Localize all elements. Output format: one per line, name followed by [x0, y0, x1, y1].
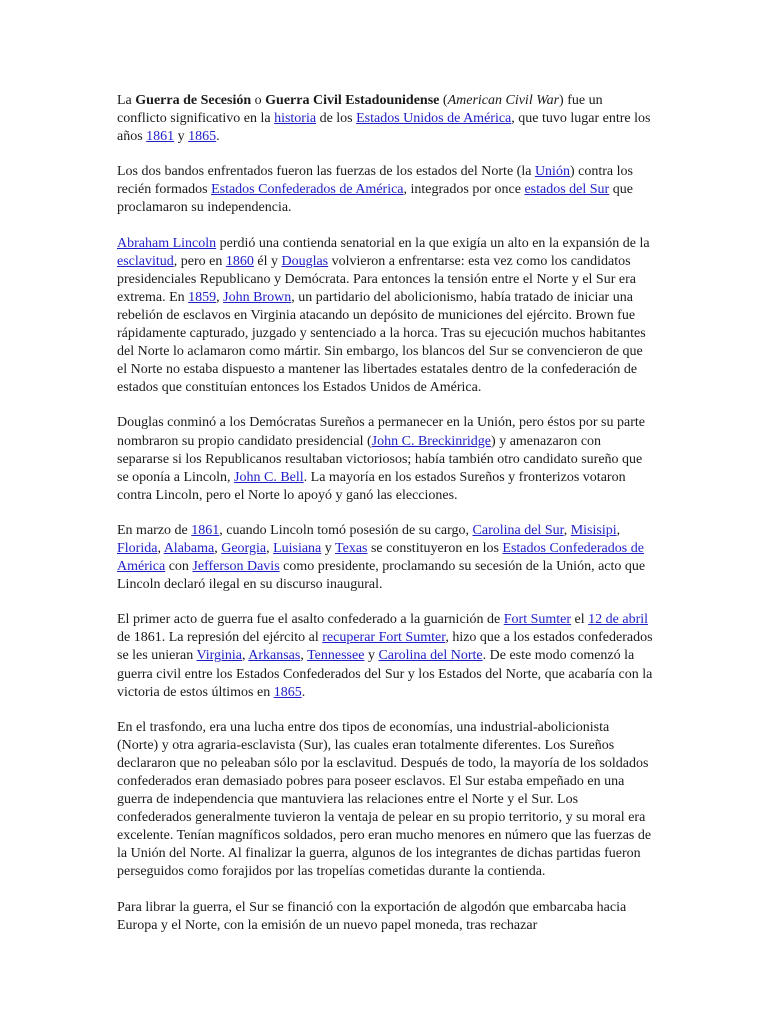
- bold-text: Guerra Civil Estadounidense: [265, 93, 440, 108]
- text-link[interactable]: Misisipi: [570, 522, 617, 538]
- text-run: . La mayoría en los estados Sureños y fronterizos votaron contra Lincoln, pero el Norte lo apoyó y ganó las elecciones.: [117, 469, 626, 503]
- text-link[interactable]: Texas: [335, 540, 368, 556]
- text-link[interactable]: 1859: [188, 289, 217, 305]
- text-run: , integrados por once: [403, 182, 525, 198]
- text-run: de 1861. La represión del ejército al: [117, 630, 323, 646]
- text-run: , un partidario del abolicionismo, había tratado de iniciar una rebelión de esclavos en Virginia atacando un depósito de municiones del ejército. Brown fue rápidamente capturado, juzgado y sentenciado a la horca. Tras su ejecución muchos habitantes del Norte lo aclamaron como mártir. Sin embargo, los blancos del Sur se convencieron de que el Norte no estaba dispuesto a mantener las libertades estatales dentro de la confederación de estados que constituían entonces los Estados Unidos de América.: [117, 289, 646, 396]
- text-run: el: [571, 612, 589, 628]
- text-run: (: [439, 93, 448, 108]
- text-run: y: [174, 129, 189, 145]
- text-run: , pero en: [173, 253, 226, 269]
- text-link[interactable]: recuperar Fort Sumter: [322, 630, 446, 646]
- text-run: Douglas conminó a los Demócratas Sureños a permanecer en la Unión, pero éstos por su parte nombraron su propio candidato presidencial (: [117, 415, 645, 449]
- text-link[interactable]: Alabama: [163, 540, 215, 556]
- text-run: , que tuvo lugar entre los años: [117, 111, 651, 145]
- text-link[interactable]: 1861: [146, 129, 175, 145]
- text-run: Para librar la guerra, el Sur se financió con la exportación de algodón que embarcaba hacia Europa y el Norte, con la emisión de un nuevo papel moneda, tras rechazar: [117, 899, 627, 933]
- text-link[interactable]: Carolina del Sur: [472, 522, 564, 538]
- text-link[interactable]: Luisiana: [273, 540, 322, 556]
- text-run: y: [364, 648, 379, 664]
- text-link[interactable]: Estados Confederados de América: [211, 182, 404, 198]
- text-run: , hizo que a los estados confederados se les unieran: [117, 630, 653, 664]
- text-run: Los dos bandos enfrentados fueron las fuerzas de los estados del Norte (la: [117, 164, 535, 180]
- text-link[interactable]: John Brown: [223, 289, 292, 305]
- text-run: él y: [253, 253, 282, 269]
- text-link[interactable]: Fort Sumter: [503, 612, 572, 628]
- text-run: volvieron a enfrentarse: esta vez como los candidatos presidenciales Republicano y Demócrata. Para entonces la tensión entre el Norte y el Sur era extrema. En: [117, 253, 636, 305]
- text-run: ,: [563, 522, 571, 538]
- text-link[interactable]: 1865: [273, 684, 302, 700]
- paragraph: [117, 899, 653, 935]
- text-link[interactable]: historia: [274, 111, 317, 127]
- text-run: ) contra los recién formados: [117, 164, 633, 198]
- text-link[interactable]: Carolina del Norte: [378, 648, 483, 664]
- text-run: de los: [316, 111, 357, 127]
- text-run: ,: [214, 540, 222, 556]
- text-run: La: [117, 93, 136, 108]
- text-run: , cuando Lincoln tomó posesión de su cargo,: [219, 522, 473, 538]
- text-run: se constituyeron en los: [367, 540, 503, 556]
- text-link[interactable]: Abraham Lincoln: [117, 235, 217, 251]
- text-link[interactable]: 1865: [188, 129, 217, 145]
- text-link[interactable]: Douglas: [281, 253, 329, 269]
- text-run: En el trasfondo, era una lucha entre dos tipos de economías, una industrial-abolicionista (Norte) y otra agraria-esclavista (Sur), las cuales eran totalmente diferentes. Los Sureños declararon que no peleaban sólo por la esclavitud. Después de todo, la mayoría de los soldados confederados eran demasiado pobres para poseer esclavos. El Sur estaba empeñado en una guerra de independencia que mantuviera las relaciones entre el Norte y el Sur. Los confederados generalmente tuvieron la ventaja de pelear en su propio territorio, y su moral era excelente. Tenían magníficos soldados, pero eran mucho menores en número que las fuerzas de la Unión del Norte. Al finalizar la guerra, algunos de los integrantes de dichas partidas fueron perseguidos como forajidos por las tropelías cometidas durante la contienda.: [117, 719, 652, 880]
- text-run: ,: [616, 522, 621, 538]
- text-link[interactable]: Jefferson Davis: [192, 559, 280, 575]
- text-link[interactable]: John C. Breckinridge: [371, 433, 492, 449]
- paragraph: [117, 719, 653, 882]
- text-link[interactable]: 1860: [225, 253, 254, 269]
- paragraph: [117, 414, 653, 504]
- text-run: . De este modo comenzó la guerra civil entre los Estados Confederados del Sur y los Estados del Norte, que acabaría con la victoria de estos últimos en: [117, 648, 653, 700]
- paragraph: [117, 92, 653, 146]
- text-run: como presidente, proclamando su secesión de la Unión, acto que Lincoln declaró ilegal en su discurso inaugural.: [117, 559, 646, 593]
- text-run: con: [165, 559, 193, 575]
- text-run: que proclamaron su independencia.: [117, 182, 633, 216]
- text-link[interactable]: 12 de abril: [588, 612, 649, 628]
- text-link[interactable]: Georgia: [221, 540, 267, 556]
- text-run: ) y amenazaron con separarse si los Republicanos resultaban victoriosos; había también otro candidato sureño que se oponía a Lincoln,: [117, 433, 643, 485]
- paragraph: [117, 522, 653, 594]
- text-link[interactable]: Estados Unidos de América: [356, 111, 512, 127]
- text-link[interactable]: Unión: [534, 164, 570, 180]
- text-link[interactable]: 1861: [191, 522, 220, 538]
- text-run: ,: [266, 540, 274, 556]
- text-link[interactable]: Arkansas: [248, 648, 301, 664]
- text-run: ,: [216, 289, 224, 305]
- italic-text: American Civil War: [447, 93, 560, 108]
- text-link[interactable]: esclavitud: [117, 253, 174, 269]
- text-run: ) fue un conflicto significativo en la: [117, 93, 603, 127]
- bold-text: Guerra de Secesión: [135, 93, 252, 108]
- text-run: y: [321, 540, 336, 556]
- paragraph: [117, 235, 653, 398]
- text-run: .: [301, 684, 306, 700]
- text-run: ,: [242, 648, 249, 664]
- paragraph: [117, 163, 653, 217]
- text-run: ,: [157, 540, 164, 556]
- text-run: ,: [300, 648, 308, 664]
- text-run: perdió una contienda senatorial en la que exigía un alto en la expansión de la: [216, 235, 650, 251]
- text-link[interactable]: Florida: [117, 540, 158, 556]
- text-link[interactable]: Virginia: [196, 648, 243, 664]
- document-page: [117, 92, 653, 952]
- paragraph: [117, 611, 653, 701]
- text-run: .: [216, 129, 220, 145]
- text-link[interactable]: estados del Sur: [524, 182, 610, 198]
- text-link[interactable]: John C. Bell: [234, 469, 304, 485]
- text-run: o: [251, 93, 266, 108]
- text-run: En marzo de: [117, 522, 192, 538]
- text-link[interactable]: Estados Confederados de América: [117, 540, 644, 575]
- text-link[interactable]: Tennessee: [307, 648, 365, 664]
- text-run: El primer acto de guerra fue el asalto confederado a la guarnición de: [117, 612, 504, 628]
